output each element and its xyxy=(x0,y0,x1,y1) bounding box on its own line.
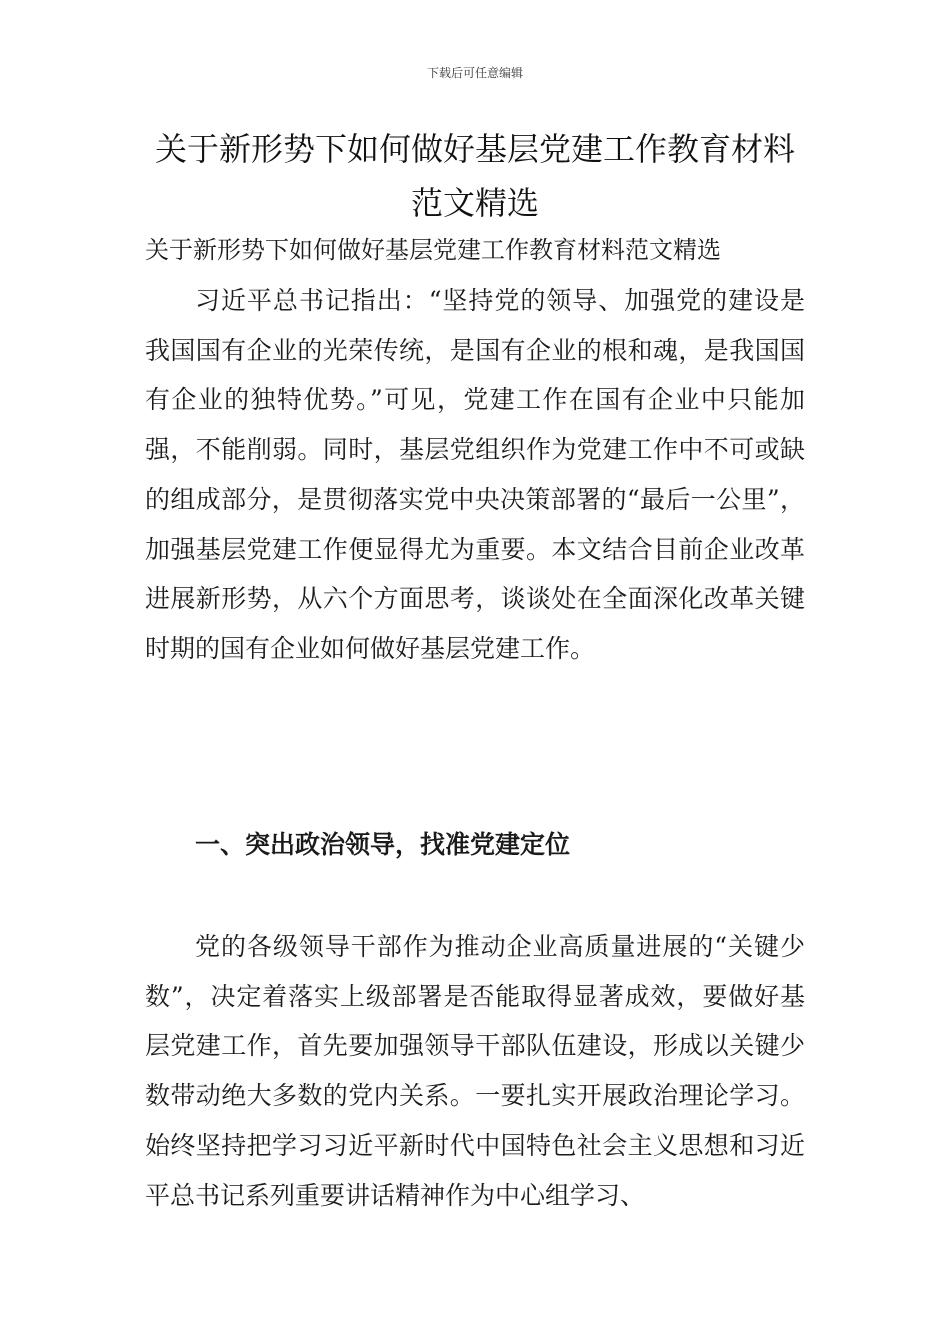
section-heading: 一、突出政治领导，找准党建定位 xyxy=(195,830,571,859)
document-title: 关于新形势下如何做好基层党建工作教育材料范文精选 xyxy=(154,130,795,222)
intro-paragraph: 习近平总书记指出：“坚持党的领导、加强党的建设是我国国有企业的光荣传统，是国有企业的根和魂，是我国国有企业的独特优势。”可见，党建工作在国有企业中只能加强，不能削弱。同时，基层党组织作为党建工作中不可或缺的组成部分，是贯彻落实党中央决策部署的“最后一公里”，加强基层党建工作便显得尤为重要。本文结合目前企业改革进展新形势，从六个方面思考，谈谈处在全面深化改革关键时期的国有企业如何做好基层党建工作。 xyxy=(145,286,805,663)
header-note: 下载后可任意编辑 xyxy=(426,66,523,80)
body-paragraph: 党的各级领导干部作为推动企业高质量进展的“关键少数”，决定着落实上级部署是否能取得显著成效，要做好基层党建工作，首先要加强领导干部队伍建设，形成以关键少数带动绝大多数的党内关系。一要扎实开展政治理论学习。始终坚持把学习习近平新时代中国特色社会主义思想和习近平总书记系列重要讲话精神作为中心组学习、 xyxy=(145,932,805,1210)
document-subtitle: 关于新形势下如何做好基层党建工作教育材料范文精选 xyxy=(145,236,721,264)
